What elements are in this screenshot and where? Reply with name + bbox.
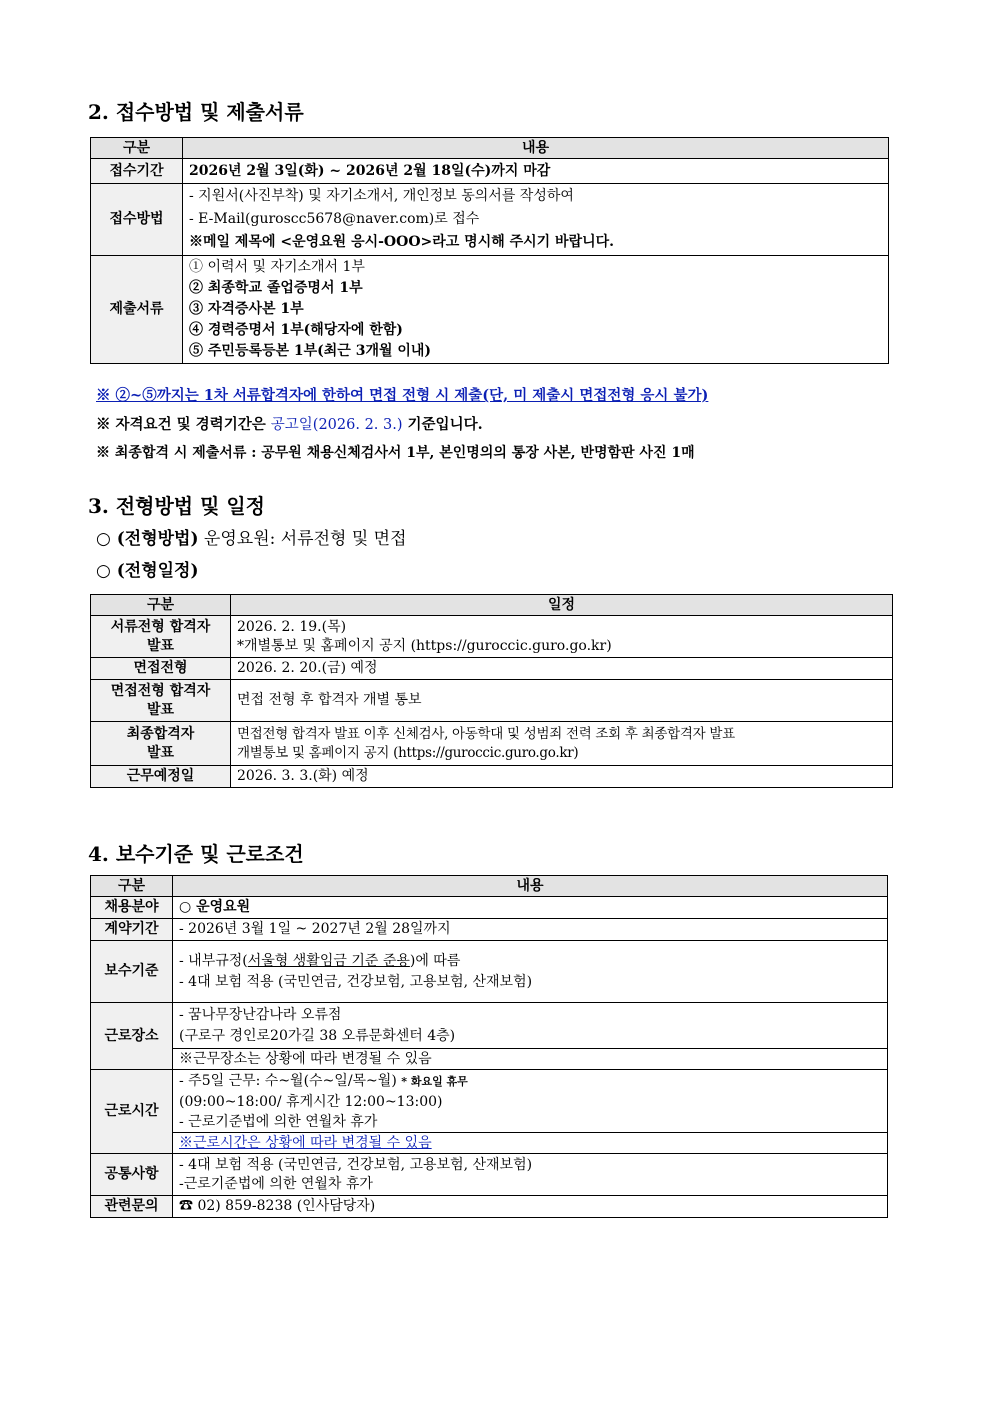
docs-line-4: ④ 경력증명서 1부(해당자에 한함) xyxy=(189,322,403,338)
method-line-2: - E-Mail(guroscc5678@naver.com)로 접수 xyxy=(189,211,480,227)
common-label: 공통사항 xyxy=(91,1154,173,1196)
field-value: ○ 운영요원 xyxy=(173,897,888,919)
value-line: 개별통보 및 홈페이지 공지 (https://guroccic.guro.go.kr) xyxy=(237,744,579,761)
selection-method-label: ○ (전형방법) xyxy=(96,529,199,549)
docs-cell xyxy=(183,256,889,364)
method-line-3: ※메일 제목에 <운영요원 응시-OOO>라고 명시해 주시기 바랍니다. xyxy=(189,234,615,250)
note-final-documents: ※ 최종합격 시 제출서류 : 공무원 채용신체검사서 1부, 본인명의의 통장 사본, 반명함판 사진 1매 xyxy=(96,445,695,461)
label-line: 서류전형 합격자 xyxy=(110,618,211,635)
note-qualification-date xyxy=(96,413,483,434)
table-row xyxy=(91,766,893,788)
label-line: 발표 xyxy=(146,701,175,718)
selection-method-text: 운영요원: 서류전형 및 면접 xyxy=(198,529,407,549)
schedule-label: 면접전형 xyxy=(91,658,231,680)
conditions-header-category: 구분 xyxy=(91,876,173,897)
schedule-label: 근무예정일 xyxy=(91,766,231,788)
pay-line-1-post: )에 따름 xyxy=(409,952,461,969)
value-line: 2026. 2. 19.(목) xyxy=(237,618,347,635)
hours-line-3: - 근로기준법에 의한 연월차 휴가 xyxy=(179,1113,378,1130)
submission-table xyxy=(90,137,889,364)
schedule-value xyxy=(231,616,893,658)
section-3-title: 3. 전형방법 및 일정 xyxy=(88,494,266,518)
selection-method xyxy=(96,524,407,549)
label-line: 최종합격자 xyxy=(126,725,195,742)
period-label: 접수기간 xyxy=(91,159,183,184)
hours-line-2: (09:00~18:00/ 휴게시간 12:00~13:00) xyxy=(179,1093,443,1110)
method-cell xyxy=(183,184,889,256)
schedule-value: 면접 전형 후 합격자 개별 통보 xyxy=(231,680,893,722)
section-2-title: 2. 접수방법 및 제출서류 xyxy=(88,100,304,124)
place-cell xyxy=(173,1003,888,1049)
hours-label: 근로시간 xyxy=(91,1070,173,1154)
section-4-title: 4. 보수기준 및 근로조건 xyxy=(88,842,304,866)
contract-value: - 2026년 3월 1일 ~ 2027년 2월 28일까지 xyxy=(173,919,888,941)
period-value: 2026년 2월 3일(화) ~ 2026년 2월 18일(수)까지 마감 xyxy=(183,159,889,184)
note2-pre: ※ 자격요건 및 경력기간은 xyxy=(96,416,271,433)
note2-date: 공고일(2026. 2. 3.) xyxy=(270,417,403,433)
method-label: 접수방법 xyxy=(91,184,183,256)
place-label: 근로장소 xyxy=(91,1003,173,1070)
schedule-value: 2026. 3. 3.(화) 예정 xyxy=(231,766,893,788)
note-documents-submission: ※ ②~⑤까지는 1차 서류합격자에 한하여 면접 전형 시 제출(단, 미 제출시 면접전형 응시 불가) xyxy=(96,387,709,404)
pay-line-1-pre: - 내부규정( xyxy=(179,952,248,969)
contract-label: 계약기간 xyxy=(91,919,173,941)
common-cell xyxy=(173,1154,888,1196)
contact-value: ☎ 02) 859-8238 (인사담당자) xyxy=(173,1196,888,1218)
header-content: 내용 xyxy=(183,138,889,159)
place-line-1: - 꿈나무장난감나라 오류점 xyxy=(179,1006,342,1023)
pay-label: 보수기준 xyxy=(91,941,173,1003)
table-row xyxy=(91,616,893,658)
docs-label: 제출서류 xyxy=(91,256,183,364)
contact-label: 관련문의 xyxy=(91,1196,173,1218)
docs-line-5: ⑤ 주민등록등본 1부(최근 3개월 이내) xyxy=(189,343,432,359)
label-line: 발표 xyxy=(146,744,175,761)
hours-cell xyxy=(173,1070,888,1133)
table-row xyxy=(91,722,893,766)
common-line-1: - 4대 보험 적용 (국민연금, 건강보험, 고용보험, 산재보험) xyxy=(179,1156,533,1173)
note2-post: 기준입니다. xyxy=(402,416,483,433)
schedule-header-category: 구분 xyxy=(91,595,231,616)
method-line-1: - 지원서(사진부착) 및 자기소개서, 개인정보 동의서를 작성하여 xyxy=(189,188,574,204)
schedule-label xyxy=(91,616,231,658)
hours-line-1-text: - 주5일 근무: 수~월(수~일/목~월) xyxy=(179,1072,402,1089)
selection-schedule-label: ○ (전형일정) xyxy=(96,561,199,581)
conditions-table xyxy=(90,875,888,1218)
common-line-2: -근로기준법에 의한 연월차 휴가 xyxy=(179,1175,373,1192)
schedule-header-date: 일정 xyxy=(231,595,893,616)
place-line-2: (구로구 경인로20가길 38 오류문화센터 4층) xyxy=(179,1027,456,1044)
schedule-value: 2026. 2. 20.(금) 예정 xyxy=(231,658,893,680)
hours-line-1-note: * 화요일 휴무 xyxy=(401,1074,468,1088)
place-note: ※근무장소는 상황에 따라 변경될 수 있음 xyxy=(173,1049,888,1070)
pay-line-2: - 4대 보험 적용 (국민연금, 건강보험, 고용보험, 산재보험) xyxy=(179,973,533,990)
value-line: *개별통보 및 홈페이지 공지 (https://guroccic.guro.go.kr) xyxy=(237,637,612,654)
label-line: 면접전형 합격자 xyxy=(110,682,211,699)
docs-line-1: ① 이력서 및 자기소개서 1부 xyxy=(189,259,365,275)
schedule-value xyxy=(231,722,893,766)
conditions-header-content: 내용 xyxy=(173,876,888,897)
hours-line-1 xyxy=(179,1071,881,1092)
header-category: 구분 xyxy=(91,138,183,159)
label-line: 발표 xyxy=(146,637,175,654)
docs-line-3: ③ 자격증사본 1부 xyxy=(189,301,304,317)
table-row xyxy=(91,680,893,722)
pay-line-1 xyxy=(179,951,881,972)
docs-line-2: ② 최종학교 졸업증명서 1부 xyxy=(189,280,363,296)
schedule-table xyxy=(90,594,893,788)
pay-cell xyxy=(173,941,888,1003)
hours-note: ※근로시간은 상황에 따라 변경될 수 있음 xyxy=(173,1133,888,1154)
table-row xyxy=(91,658,893,680)
schedule-label xyxy=(91,722,231,766)
field-label: 채용분야 xyxy=(91,897,173,919)
value-line: 면접전형 합격자 발표 이후 신체검사, 아동학대 및 성범죄 전력 조회 후 최종합격자 발표 xyxy=(237,725,735,742)
schedule-label xyxy=(91,680,231,722)
pay-line-1-underlined: 서울형 생활임금 기준 준용 xyxy=(247,952,410,969)
